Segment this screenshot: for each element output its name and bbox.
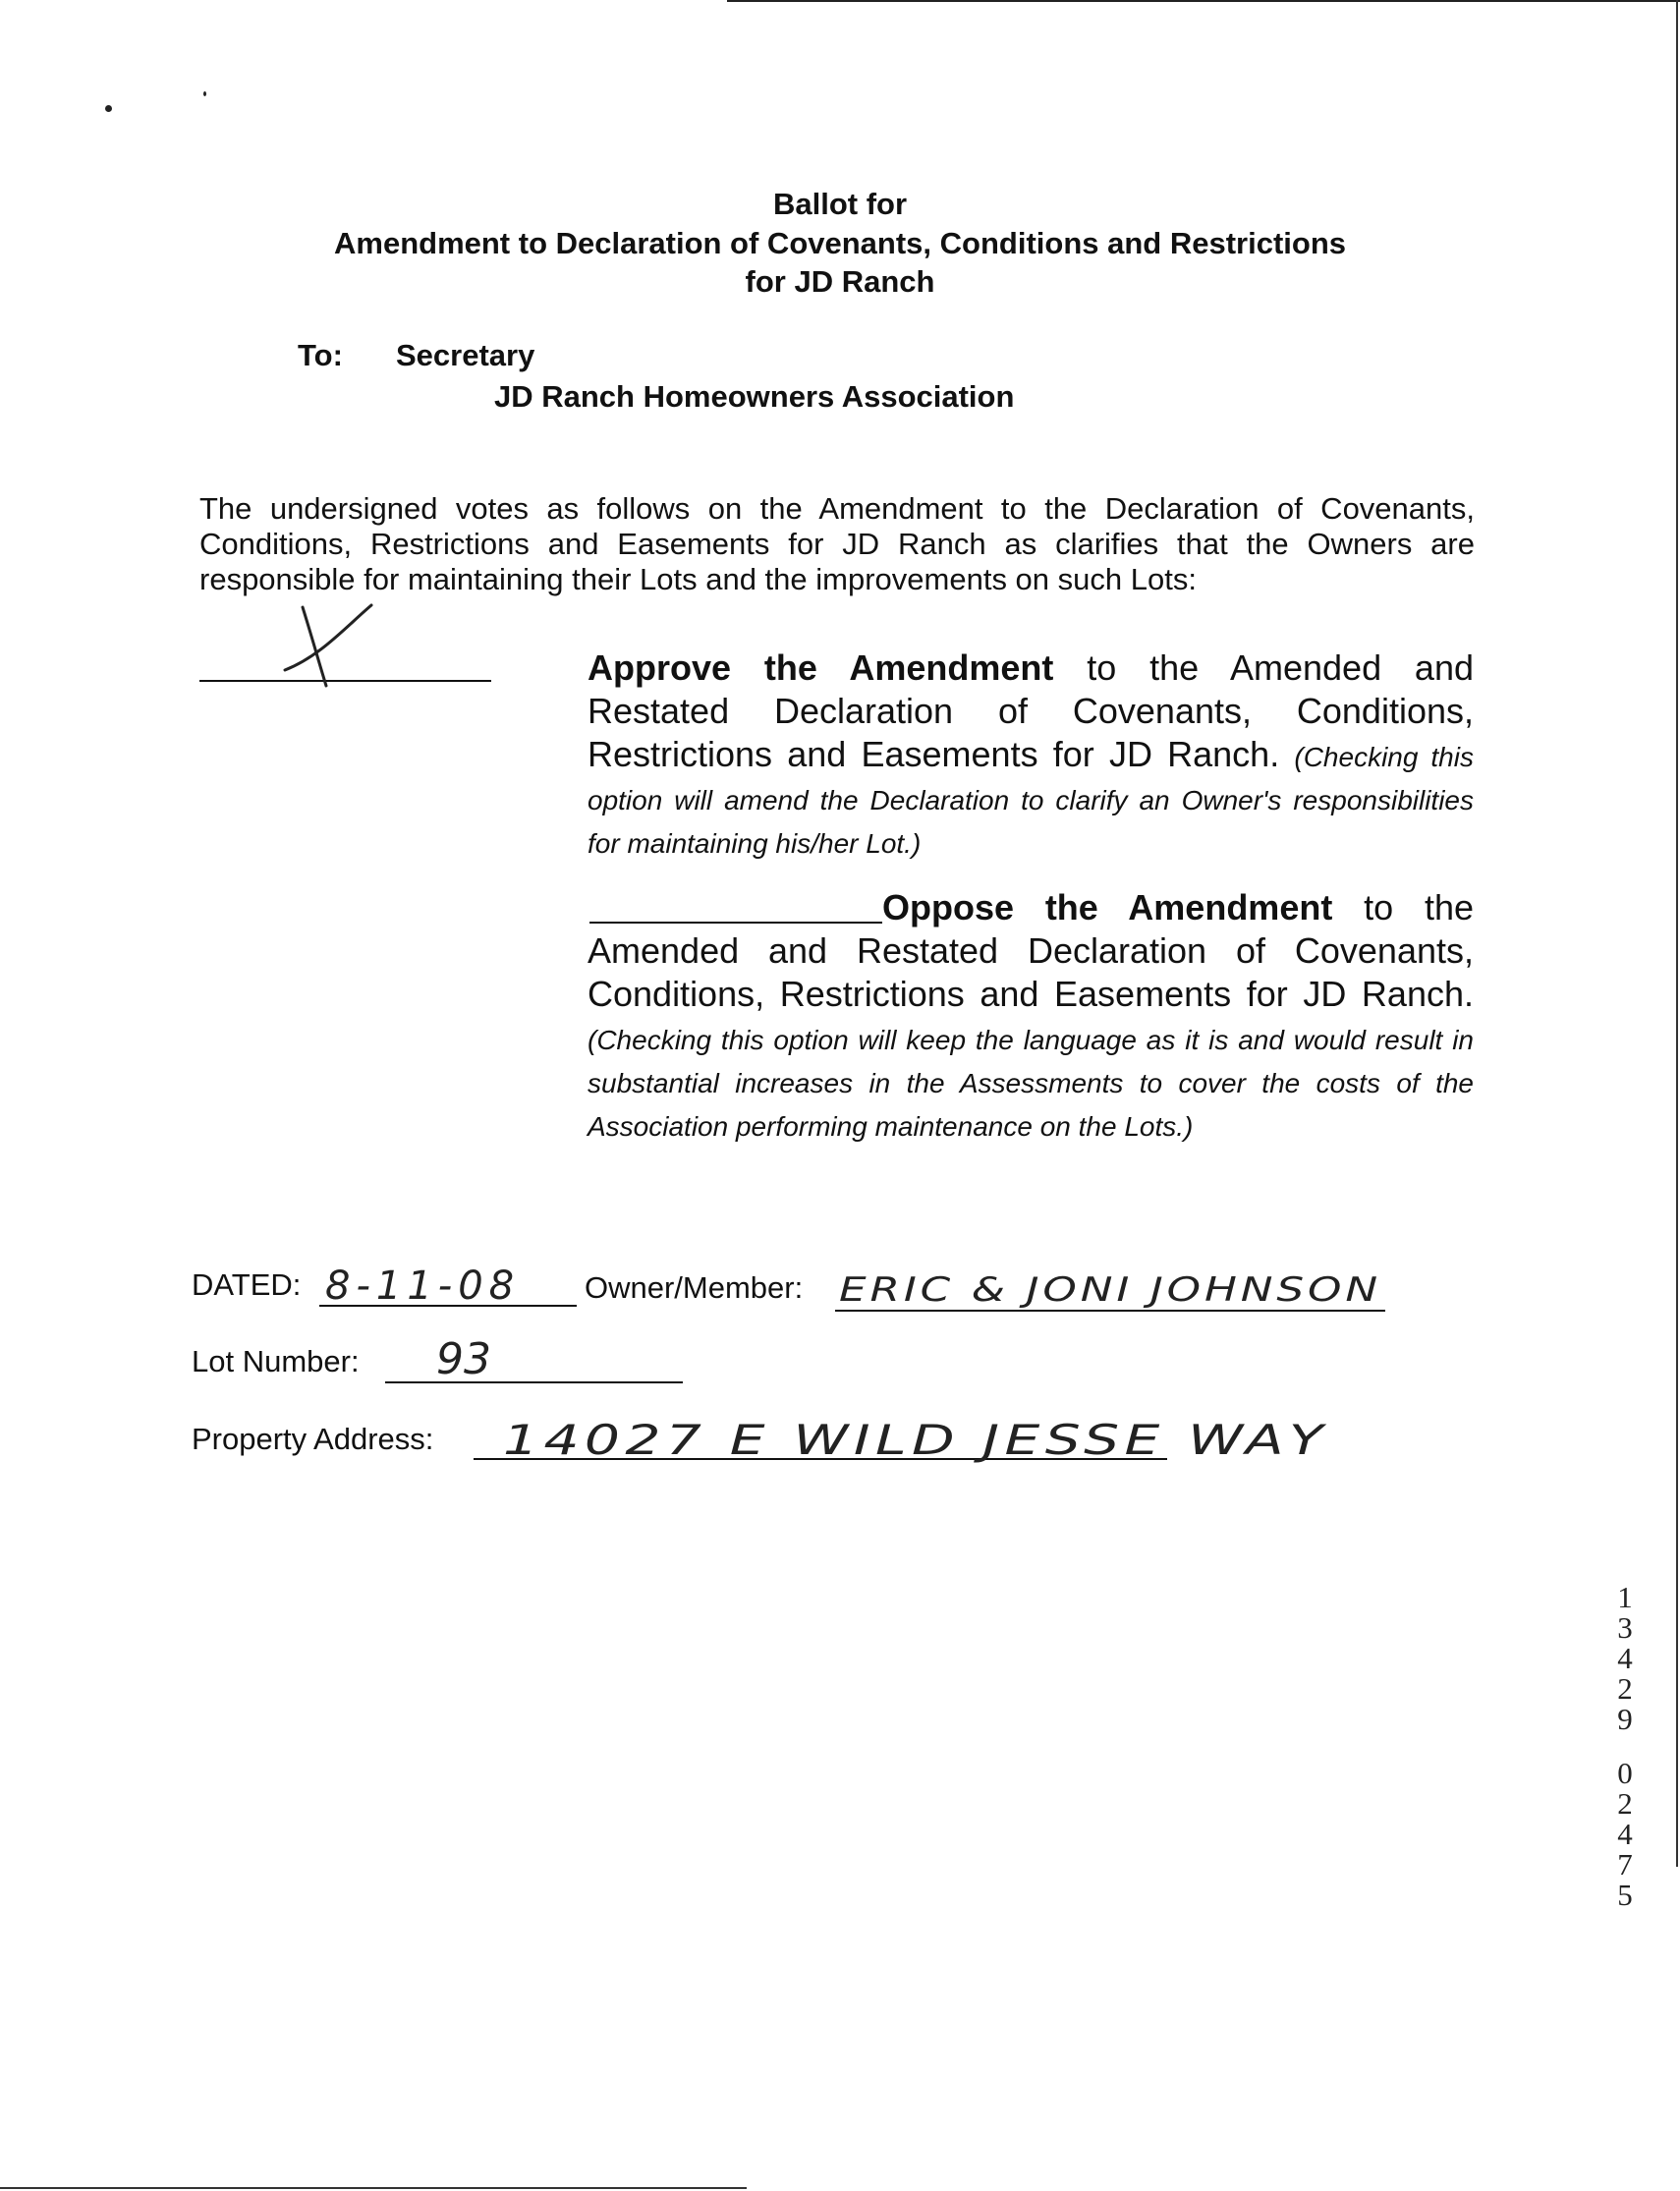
lot-number-value [432,1328,540,1382]
approve-note: (Checking this option will amend the Declaration to clarify an Owner's responsibilities for maintaining his/her Lot.) [588,742,1474,859]
control-digit: 0 [1617,1756,1633,1790]
oppose-text: to the Amended and Restated Declaration of Covenants, Conditions, Restrictions and Easements for JD Ranch. [588,887,1474,1014]
scan-speck [203,91,206,96]
svg-text:14027 E WILD JESSE WAY: 14027 E WILD JESSE WAY [503,1416,1328,1464]
scan-edge-top [727,0,1680,2]
recipient-organization: JD Ranch Homeowners Association [494,379,1015,414]
control-digit: 4 [1617,1817,1633,1851]
oppose-note: (Checking this option will keep the language as it is and would result in substantial increases in the Assessments to cover the costs of the Association performing maintenance on the Lots.) [588,1025,1474,1142]
approve-x-mark [275,599,383,693]
control-digit: 2 [1617,1786,1633,1821]
oppose-title: Oppose the Amendment [882,887,1333,927]
approve-text: to the Amended and Restated Declaration of Covenants, Conditions, Restrictions and Easements for JD Ranch. [588,647,1474,774]
approve-option [588,646,1474,863]
ballot-title: Ballot for [772,187,908,221]
lot-number-label: Lot Number: [192,1344,360,1378]
ballot-subtitle-ranch: for JD Ranch [745,264,935,299]
scan-speck [105,105,112,112]
ballot-subtitle: Amendment to Declaration of Covenants, Conditions and Restrictions [334,226,1346,260]
control-digit: 7 [1617,1847,1633,1882]
dated-label: DATED: [192,1267,302,1302]
svg-text:ERIC & JONI JOHNSON: ERIC & JONI JOHNSON [839,1270,1381,1310]
to-label: To: [298,338,343,372]
control-digit: 2 [1617,1671,1633,1706]
svg-text:93: 93 [436,1334,491,1384]
owner-value [835,1248,1385,1311]
property-address-value [474,1403,1338,1462]
dated-value [319,1260,577,1309]
control-digit: 1 [1617,1580,1633,1614]
control-digit: 3 [1617,1610,1633,1645]
control-digit: 5 [1617,1878,1633,1912]
document-control-number [1607,1582,1643,1910]
control-digit: 9 [1617,1702,1633,1736]
property-address-label: Property Address: [192,1422,434,1456]
scan-edge-bottom [0,2187,747,2189]
control-digit: 4 [1617,1641,1633,1675]
control-digit-gap [1607,1734,1643,1758]
recipient-title: Secretary [396,338,535,372]
intro-paragraph: The undersigned votes as follows on the Amendment to the Declaration of Covenants, Conditions, Restrictions and Easements for JD Ranch as clarifies that the Owners are responsible for maintaining their Lots and the improvements on such Lots: [199,491,1475,596]
approve-title: Approve the Amendment [588,647,1054,688]
svg-text:8-11-08: 8-11-08 [325,1264,521,1309]
owner-label: Owner/Member: [585,1270,804,1305]
oppose-option [588,886,1474,1146]
